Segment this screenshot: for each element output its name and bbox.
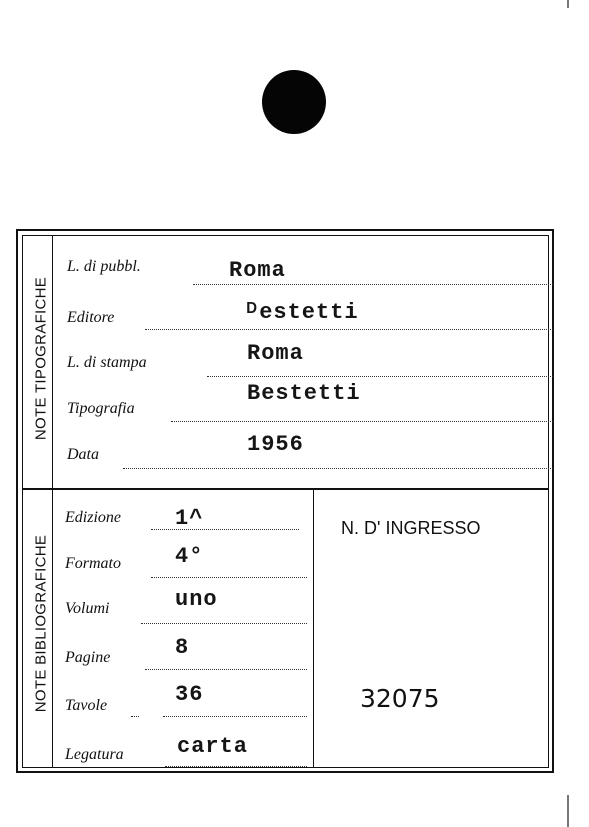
section-divider — [23, 488, 548, 490]
dotted-line — [151, 577, 307, 578]
side-divider — [52, 236, 53, 767]
value-edizione: 1^ — [175, 506, 204, 531]
label-data: Data — [67, 446, 99, 463]
section-label-bibliografiche: NOTE BIBLIOGRAFICHE — [32, 534, 50, 713]
value-tavole: 36 — [175, 682, 204, 707]
value-legatura: carta — [177, 734, 249, 759]
ingresso-number: 32075 — [360, 684, 440, 713]
value-data: 1956 — [247, 432, 304, 457]
dotted-line — [123, 468, 553, 469]
dotted-line — [165, 766, 307, 767]
label-pagine: Pagine — [65, 649, 111, 666]
edge-mark — [567, 795, 569, 827]
dotted-line — [163, 716, 307, 717]
value-luogo-pubblicazione: Roma — [229, 258, 286, 283]
label-legatura: Legatura — [65, 746, 124, 763]
value-formato: 4° — [175, 544, 204, 569]
catalog-card — [16, 229, 554, 773]
ingresso-title: N. D' INGRESSO — [341, 518, 481, 538]
dotted-line — [145, 669, 307, 670]
label-luogo-stampa: L. di stampa — [67, 354, 147, 371]
label-luogo-pubblicazione: L. di pubbl. — [67, 258, 141, 275]
value-volumi: uno — [175, 587, 218, 612]
value-tipografia: Bestetti — [247, 381, 361, 406]
dotted-line — [131, 716, 139, 717]
label-tavole: Tavole — [65, 697, 108, 714]
punch-hole — [262, 70, 326, 134]
dotted-line — [207, 376, 553, 377]
label-edizione: Edizione — [65, 509, 121, 526]
edge-mark — [567, 0, 569, 8]
label-formato: Formato — [65, 555, 121, 572]
value-editore: ᴰestetti — [245, 300, 359, 325]
ingresso-divider — [313, 490, 314, 767]
value-pagine: 8 — [175, 635, 190, 660]
value-luogo-stampa: Roma — [247, 341, 304, 366]
label-tipografia: Tipografia — [67, 400, 135, 417]
section-label-tipografiche: NOTE TIPOGRAFICHE — [32, 276, 50, 441]
label-editore: Editore — [67, 309, 115, 326]
dotted-line — [145, 329, 553, 330]
dotted-line — [151, 529, 299, 530]
card-frame — [22, 235, 549, 768]
dotted-line — [171, 421, 553, 422]
label-volumi: Volumi — [65, 600, 110, 617]
dotted-line — [193, 284, 553, 285]
dotted-line — [141, 623, 307, 624]
